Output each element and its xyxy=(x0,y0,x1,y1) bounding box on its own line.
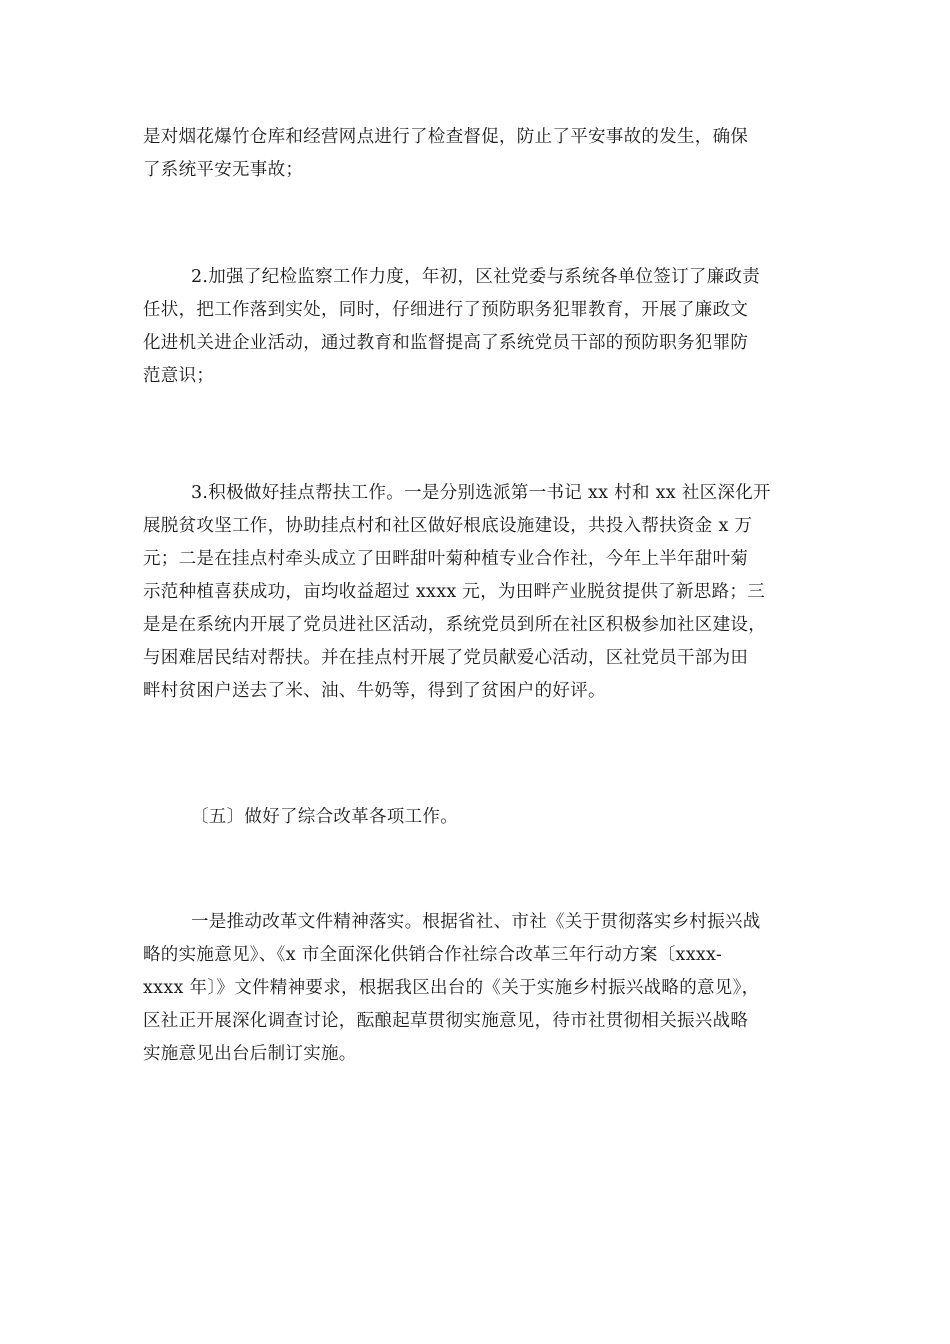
paragraph-reform-implementation xyxy=(143,906,813,1071)
text-line: 示范种植喜获成功，亩均收益超过 xxxx 元，为田畔产业脱贫提供了新思路；三 xyxy=(143,582,766,602)
text-line: 3.积极做好挂点帮扶工作。一是分别选派第一书记 xx 村和 xx 社区深化开 xyxy=(191,483,771,503)
section-heading-five xyxy=(143,801,813,834)
text-line: 区社正开展深化调查讨论，酝酿起草贯彻实施意见，待市社贯彻相关振兴战略 xyxy=(143,1011,749,1031)
text-line: 与困难居民结对帮扶。并在挂点村开展了党员献爱心活动，区社党员干部为田 xyxy=(143,648,749,668)
text-line: 略的实施意见》、《x 市全面深化供销合作社综合改革三年行动方案〔xxxx- xyxy=(143,945,723,965)
text-line: 任状，把工作落到实处，同时，仔细进行了预防职务犯罪教育，开展了廉政文 xyxy=(143,300,749,320)
text-line: 一是推动改革文件精神落实。根据省社、市社《关于贯彻落实乡村振兴战 xyxy=(191,912,761,932)
text-line: 化进机关进企业活动，通过教育和监督提高了系统党员干部的预防职务犯罪防 xyxy=(143,333,749,353)
text-line: 范意识； xyxy=(143,366,215,386)
text-line: 2.加强了纪检监察工作力度，年初，区社党委与系统各单位签订了廉政责 xyxy=(191,267,761,287)
section-heading: 〔五〕做好了综合改革各项工作。 xyxy=(191,807,458,827)
text-line: 是对烟花爆竹仓库和经营网点进行了检查督促，防止了平安事故的发生，确保 xyxy=(143,127,749,147)
text-line: xxxx 年〕》文件精神要求，根据我区出台的《关于实施乡村振兴战略的意见》， xyxy=(143,978,760,998)
text-line: 了系统平安无事故； xyxy=(143,160,304,180)
text-line: 实施意见出台后制订实施。 xyxy=(143,1044,357,1064)
text-line: 是是在系统内开展了党员进社区活动，系统党员到所在社区积极参加社区建设， xyxy=(143,615,766,635)
paragraph-item-2-discipline xyxy=(143,261,813,393)
paragraph-item-3-poverty-relief xyxy=(143,477,813,708)
text-line: 展脱贫攻坚工作，协助挂点村和社区做好根底设施建设，共投入帮扶资金 x 万 xyxy=(143,516,753,536)
paragraph-fireworks-safety xyxy=(143,121,813,187)
text-line: 畔村贫困户送去了米、油、牛奶等，得到了贫困户的好评。 xyxy=(143,681,606,701)
text-line: 元；二是在挂点村牵头成立了田畔甜叶菊种植专业合作社，今年上半年甜叶菊 xyxy=(143,549,749,569)
